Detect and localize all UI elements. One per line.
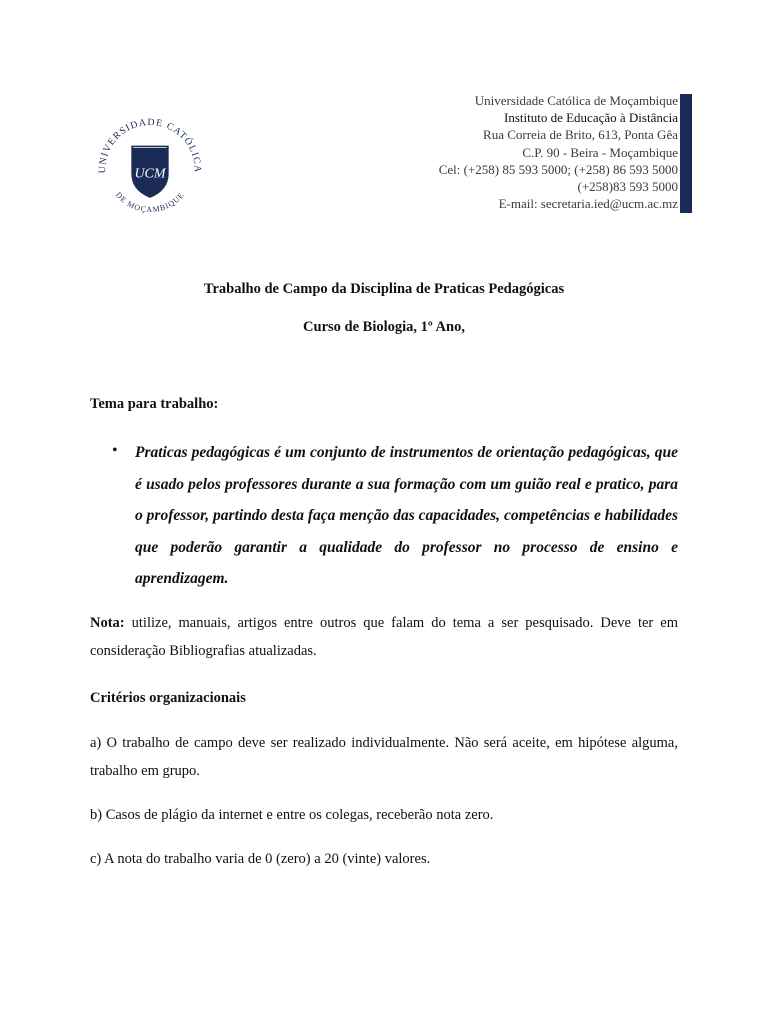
- note-paragraph: [90, 609, 678, 665]
- criterion-b: b) Casos de plágio da internet e entre os colegas, receberão nota zero.: [90, 807, 494, 823]
- header-accent-bar: [680, 94, 692, 213]
- address-line-postal: C.P. 90 - Beira - Moçambique: [522, 144, 678, 160]
- note-text: utilize, manuais, artigos entre outros que falam do tema a ser pesquisado. Deve ter em consideração Bibliografias atualizadas.: [90, 615, 678, 659]
- address-line-university: Universidade Católica de Moçambique: [474, 93, 678, 108]
- address-line-email: E-mail: secretaria.ied@ucm.ac.mz: [498, 196, 678, 212]
- university-logo: [94, 112, 206, 224]
- logo-ring-text-top: UNIVERSIDADE CATÓLICA: [97, 116, 203, 174]
- theme-text: Praticas pedagógicas é um conjunto de instrumentos de orientação pedagógicas, que é usado pelos professores durante a sua formação com um guião real e pratico, para o professor, partindo desta faça menção das capacidades, competências e habilidades que poderão garantir a qualidade do professor no processo de ensino e aprendizagem.: [135, 444, 678, 587]
- address-line-institute: Instituto de Educação à Distância: [504, 110, 678, 126]
- criteria-heading: Critérios organizacionais: [90, 690, 246, 706]
- institution-address: [439, 92, 678, 212]
- document-title: Trabalho de Campo da Disciplina de Praticas Pedagógicas: [203, 281, 565, 297]
- document-subtitle: Curso de Biologia, 1º Ano,: [303, 319, 465, 335]
- bullet-icon: •: [112, 442, 118, 459]
- logo-ring-text-bottom: DE MOÇAMBIQUE: [113, 190, 187, 215]
- criterion-c: c) A nota do trabalho varia de 0 (zero) a 20 (vinte) valores.: [90, 851, 431, 867]
- address-line-street: Rua Correia de Brito, 613, Ponta Gêa: [483, 127, 678, 143]
- criterion-a: a) O trabalho de campo deve ser realizado individualmente. Não será aceite, em hipótese alguma, trabalho em grupo.: [90, 735, 678, 779]
- logo-monogram: UCM: [134, 166, 166, 182]
- theme-heading: Tema para trabalho:: [90, 396, 219, 412]
- address-line-phone-extra: (+258)83 593 5000: [577, 179, 678, 195]
- note-label: Nota:: [90, 615, 125, 631]
- address-line-phones: Cel: (+258) 85 593 5000; (+258) 86 593 5000: [438, 161, 678, 177]
